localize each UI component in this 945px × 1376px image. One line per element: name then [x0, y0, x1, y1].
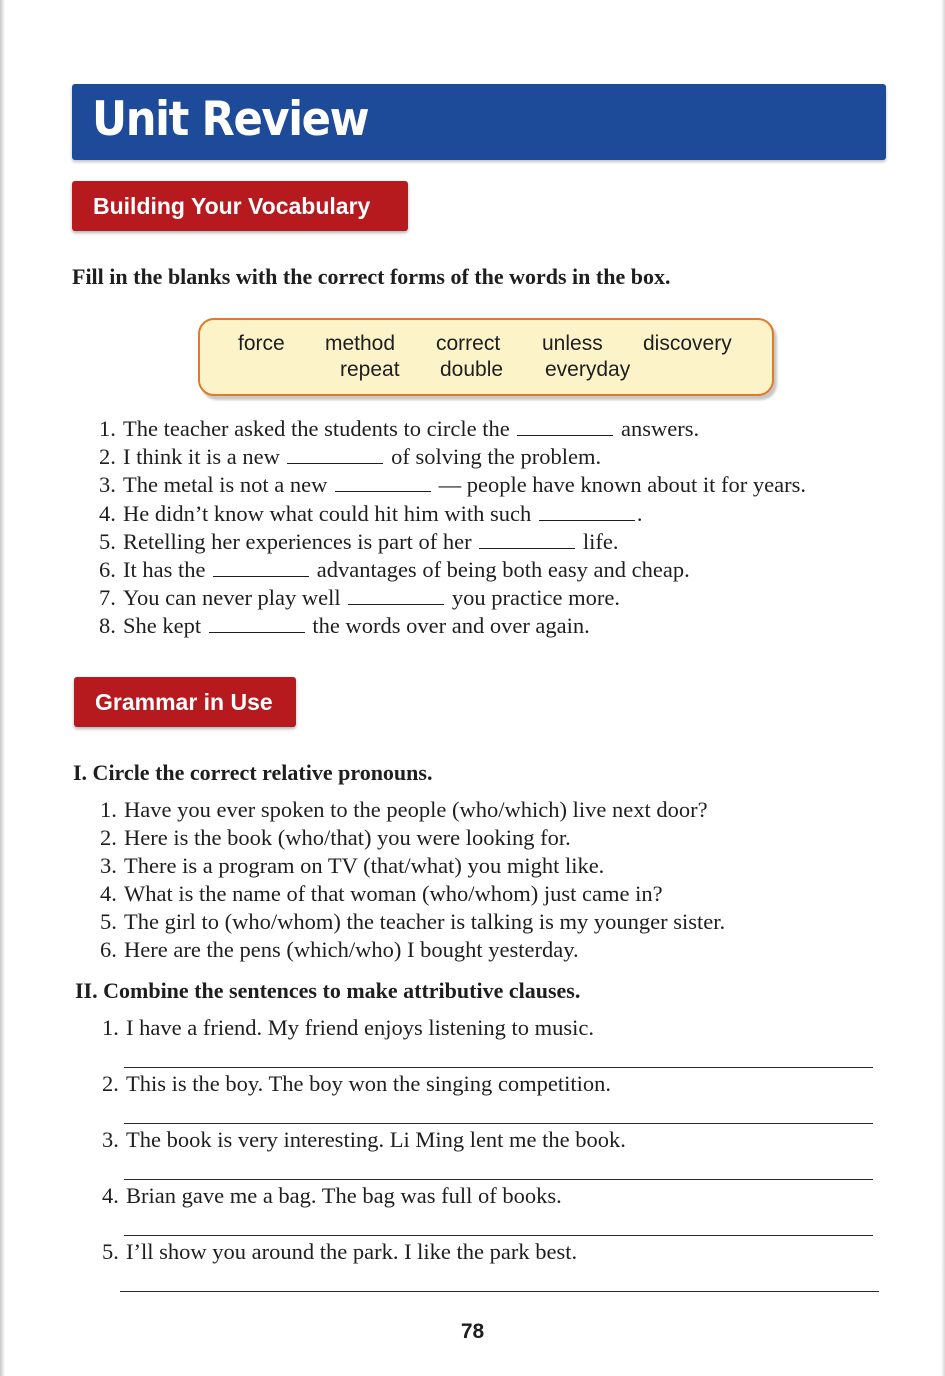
item-number: 4.	[102, 1183, 119, 1208]
answer-blank[interactable]	[539, 500, 635, 521]
item-text: The book is very interesting. Li Ming lent me the book.	[126, 1127, 626, 1152]
answer-blank[interactable]	[287, 443, 383, 464]
item-text-before: It has the	[123, 557, 206, 582]
vocabulary-section-tab: Building Your Vocabulary	[72, 181, 408, 231]
title-banner	[72, 84, 886, 160]
item-text: Here is the book (who/that) you were looking for.	[124, 825, 571, 850]
item-text: There is a program on TV (that/what) you might like.	[124, 853, 605, 878]
grammar-part2-item	[102, 1183, 562, 1209]
item-number: 2.	[100, 825, 117, 850]
item-number: 3.	[99, 472, 116, 497]
answer-blank[interactable]	[479, 528, 575, 549]
item-number: 6.	[100, 937, 117, 962]
item-text: I have a friend. My friend enjoys listening to music.	[126, 1015, 595, 1040]
item-number: 4.	[100, 881, 117, 906]
item-number: 1.	[102, 1015, 119, 1040]
item-number: 2.	[102, 1071, 119, 1096]
item-text-after: life.	[582, 529, 619, 554]
answer-blank[interactable]	[335, 471, 431, 492]
item-text-after: you practice more.	[451, 585, 620, 610]
word-box-item: unless	[542, 332, 603, 355]
answer-line[interactable]	[124, 1235, 873, 1236]
item-text-before: The metal is not a new	[123, 472, 328, 497]
item-text: I’ll show you around the park. I like the park best.	[126, 1239, 578, 1264]
item-text-before: Retelling her experiences is part of her	[123, 529, 472, 554]
word-box-item: force	[238, 332, 285, 355]
grammar-part1-item	[100, 909, 725, 935]
answer-blank[interactable]	[517, 415, 613, 436]
word-box	[198, 318, 774, 396]
vocabulary-instruction: Fill in the blanks with the correct forms of the words in the box.	[72, 264, 671, 289]
word-box-item: everyday	[545, 358, 631, 381]
page-edge-right	[941, 0, 945, 1376]
grammar-section-tab: Grammar in Use	[74, 677, 296, 727]
grammar-part2-item	[102, 1071, 611, 1097]
grammar-part2-item	[102, 1239, 577, 1265]
item-text: The girl to (who/whom) the teacher is talking is my younger sister.	[124, 909, 726, 934]
grammar-part1-item	[100, 825, 571, 851]
word-box-item: correct	[436, 332, 501, 355]
item-number: 5.	[99, 529, 116, 554]
item-number: 7.	[99, 585, 116, 610]
word-box-item: double	[440, 358, 504, 381]
item-number: 1.	[100, 797, 117, 822]
item-text-before: He didn’t know what could hit him with such	[123, 501, 532, 526]
item-text-before: She kept	[123, 613, 202, 638]
item-text: What is the name of that woman (who/whom) just came in?	[124, 881, 663, 906]
item-number: 3.	[100, 853, 117, 878]
grammar-part1-item	[100, 797, 708, 823]
item-text-before: You can never play well	[123, 585, 341, 610]
vocabulary-item	[99, 443, 601, 470]
answer-line[interactable]	[120, 1291, 879, 1292]
grammar-part1-item	[100, 881, 663, 907]
item-text-after: of solving the problem.	[391, 444, 602, 469]
item-text-after: the words over and over again.	[312, 613, 590, 638]
item-text-after: answers.	[620, 416, 700, 441]
answer-line[interactable]	[124, 1123, 873, 1124]
item-text-before: I think it is a new	[123, 444, 280, 469]
answer-blank[interactable]	[209, 612, 305, 633]
grammar-part1-item	[100, 853, 604, 879]
answer-line[interactable]	[124, 1067, 873, 1068]
answer-blank[interactable]	[348, 584, 444, 605]
item-number: 4.	[99, 501, 116, 526]
page-number: 78	[460, 1320, 485, 1343]
item-number: 5.	[102, 1239, 119, 1264]
item-text-after: — people have known about it for years.	[438, 472, 806, 497]
item-number: 1.	[99, 416, 116, 441]
answer-blank[interactable]	[213, 556, 309, 577]
grammar-part2-item	[102, 1015, 594, 1041]
item-text: Here are the pens (which/who) I bought yesterday.	[124, 937, 579, 962]
page-title: Unit Review	[92, 92, 369, 147]
item-text-before: The teacher asked the students to circle the	[123, 416, 510, 441]
item-number: 6.	[99, 557, 116, 582]
vocabulary-item	[99, 471, 806, 498]
vocabulary-item	[99, 415, 699, 442]
item-text: This is the boy. The boy won the singing competition.	[126, 1071, 611, 1096]
item-text-after: advantages of being both easy and cheap.	[316, 557, 690, 582]
vocabulary-item	[99, 612, 590, 639]
item-number: 3.	[102, 1127, 119, 1152]
word-box-item: discovery	[643, 332, 732, 355]
vocabulary-item	[99, 584, 620, 611]
vocabulary-item	[99, 500, 643, 527]
grammar-part2-heading: II. Combine the sentences to make attributive clauses.	[75, 978, 581, 1003]
vocabulary-item	[99, 528, 618, 555]
item-number: 2.	[99, 444, 116, 469]
word-box-item: method	[325, 332, 396, 355]
item-text-after: .	[636, 501, 643, 526]
grammar-part2-item	[102, 1127, 626, 1153]
item-text: Have you ever spoken to the people (who/which) live next door?	[124, 797, 708, 822]
item-number: 8.	[99, 613, 116, 638]
answer-line[interactable]	[124, 1179, 873, 1180]
page-edge-left	[0, 0, 5, 1376]
item-number: 5.	[100, 909, 117, 934]
grammar-part1-heading: I. Circle the correct relative pronouns.	[73, 760, 433, 785]
word-box-item: repeat	[340, 358, 400, 381]
vocabulary-item	[99, 556, 690, 583]
item-text: Brian gave me a bag. The bag was full of books.	[126, 1183, 562, 1208]
grammar-part1-item	[100, 937, 579, 963]
